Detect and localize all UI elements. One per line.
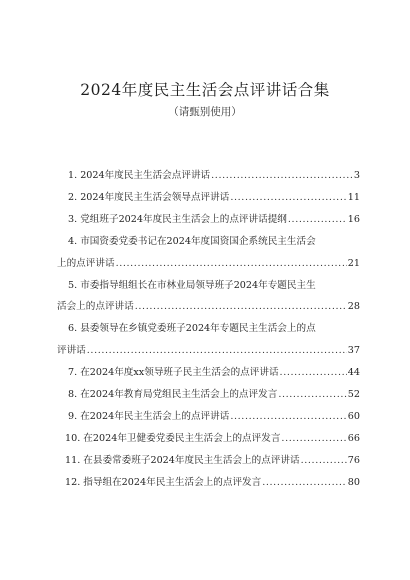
toc-page-number: 66 [347, 432, 360, 444]
toc-entry-title: 4. 市国资委党委书记在2024年度国资国企系统民主生活会 [68, 235, 316, 247]
toc-dot-leader [116, 253, 347, 275]
toc-entry-8[interactable] [57, 384, 360, 406]
toc-page-number: 28 [347, 301, 360, 313]
toc-page-number: 60 [347, 410, 360, 422]
toc-entry-title: 9. 在2024年民主生活会上的点评讲话 [68, 410, 230, 422]
toc-dot-leader [262, 472, 347, 494]
toc-entry-5[interactable] [57, 275, 360, 319]
toc-entry-4[interactable] [57, 231, 360, 275]
toc-page-number: 44 [347, 367, 360, 379]
toc-entry-3[interactable] [57, 209, 360, 231]
toc-dot-leader [288, 209, 347, 231]
document-title: 2024年度民主生活会点评讲话合集 [80, 81, 330, 99]
toc-entry-title-continued: 上的点评讲话 [57, 257, 115, 269]
toc-dot-leader [87, 340, 347, 362]
toc-dot-leader [281, 428, 346, 450]
toc-entry-2[interactable] [57, 187, 360, 209]
toc-entry-title: 3. 党组班子2024年度民主生活会上的点评讲话提纲 [68, 213, 287, 225]
toc-entry-title: 5. 市委指导组组长在市林业局领导班子2024年专题民主生 [68, 279, 316, 291]
toc-entry-title: 10. 在2024年卫健委党委民主生活会上的点评发言 [65, 432, 281, 444]
toc-page-number: 52 [347, 389, 360, 401]
toc-page-number: 37 [347, 345, 360, 357]
toc-entry-title: 2. 2024年度民主生活会领导点评讲话 [68, 191, 230, 203]
toc-page-number: 3 [353, 170, 360, 181]
toc-entry-title: 8. 在2024年教育局党组民主生活会上的点评发言 [68, 389, 278, 401]
toc-page-number: 21 [347, 257, 360, 269]
toc-dot-leader [278, 384, 346, 406]
toc-entry-title-continued: 活会上的点评讲话 [57, 301, 134, 313]
toc-entry-11[interactable] [57, 450, 360, 472]
toc-entry-title: 11. 在县委常委班子2024年度民主生活会上的点评讲话 [65, 454, 300, 466]
document-subtitle: （请甄别使用） [168, 106, 242, 118]
toc-dot-leader [135, 296, 347, 318]
toc-entry-6[interactable] [57, 318, 360, 362]
toc-page-number: 11 [347, 191, 360, 203]
toc-dot-leader [230, 406, 346, 428]
toc-entry-title-continued: 评讲话 [57, 345, 86, 357]
toc-page-number: 76 [347, 454, 360, 466]
toc-entry-title: 12. 指导组在2024年民主生活会上的点评发言 [65, 476, 262, 488]
toc-dot-leader [230, 187, 346, 209]
toc-entry-1[interactable] [57, 165, 360, 187]
toc-entry-10[interactable] [57, 428, 360, 450]
toc-page-number: 80 [347, 476, 360, 488]
toc-entry-title: 1. 2024年度民主生活会点评讲话 [68, 170, 211, 181]
toc-dot-leader [211, 165, 353, 187]
toc-entry-9[interactable] [57, 406, 360, 428]
toc-entry-7[interactable] [57, 362, 360, 384]
toc-dot-leader [301, 450, 347, 472]
toc-page-number: 16 [347, 213, 360, 225]
toc-dot-leader [280, 362, 347, 384]
toc-entry-12[interactable] [57, 472, 360, 494]
toc-entry-title: 6. 县委领导在乡镇党委班子2024年专题民主生活会上的点 [68, 323, 316, 335]
toc-entry-title: 7. 在2024年度xx领导班子民主生活会的点评讲话 [68, 367, 279, 379]
table-of-contents [57, 165, 360, 494]
